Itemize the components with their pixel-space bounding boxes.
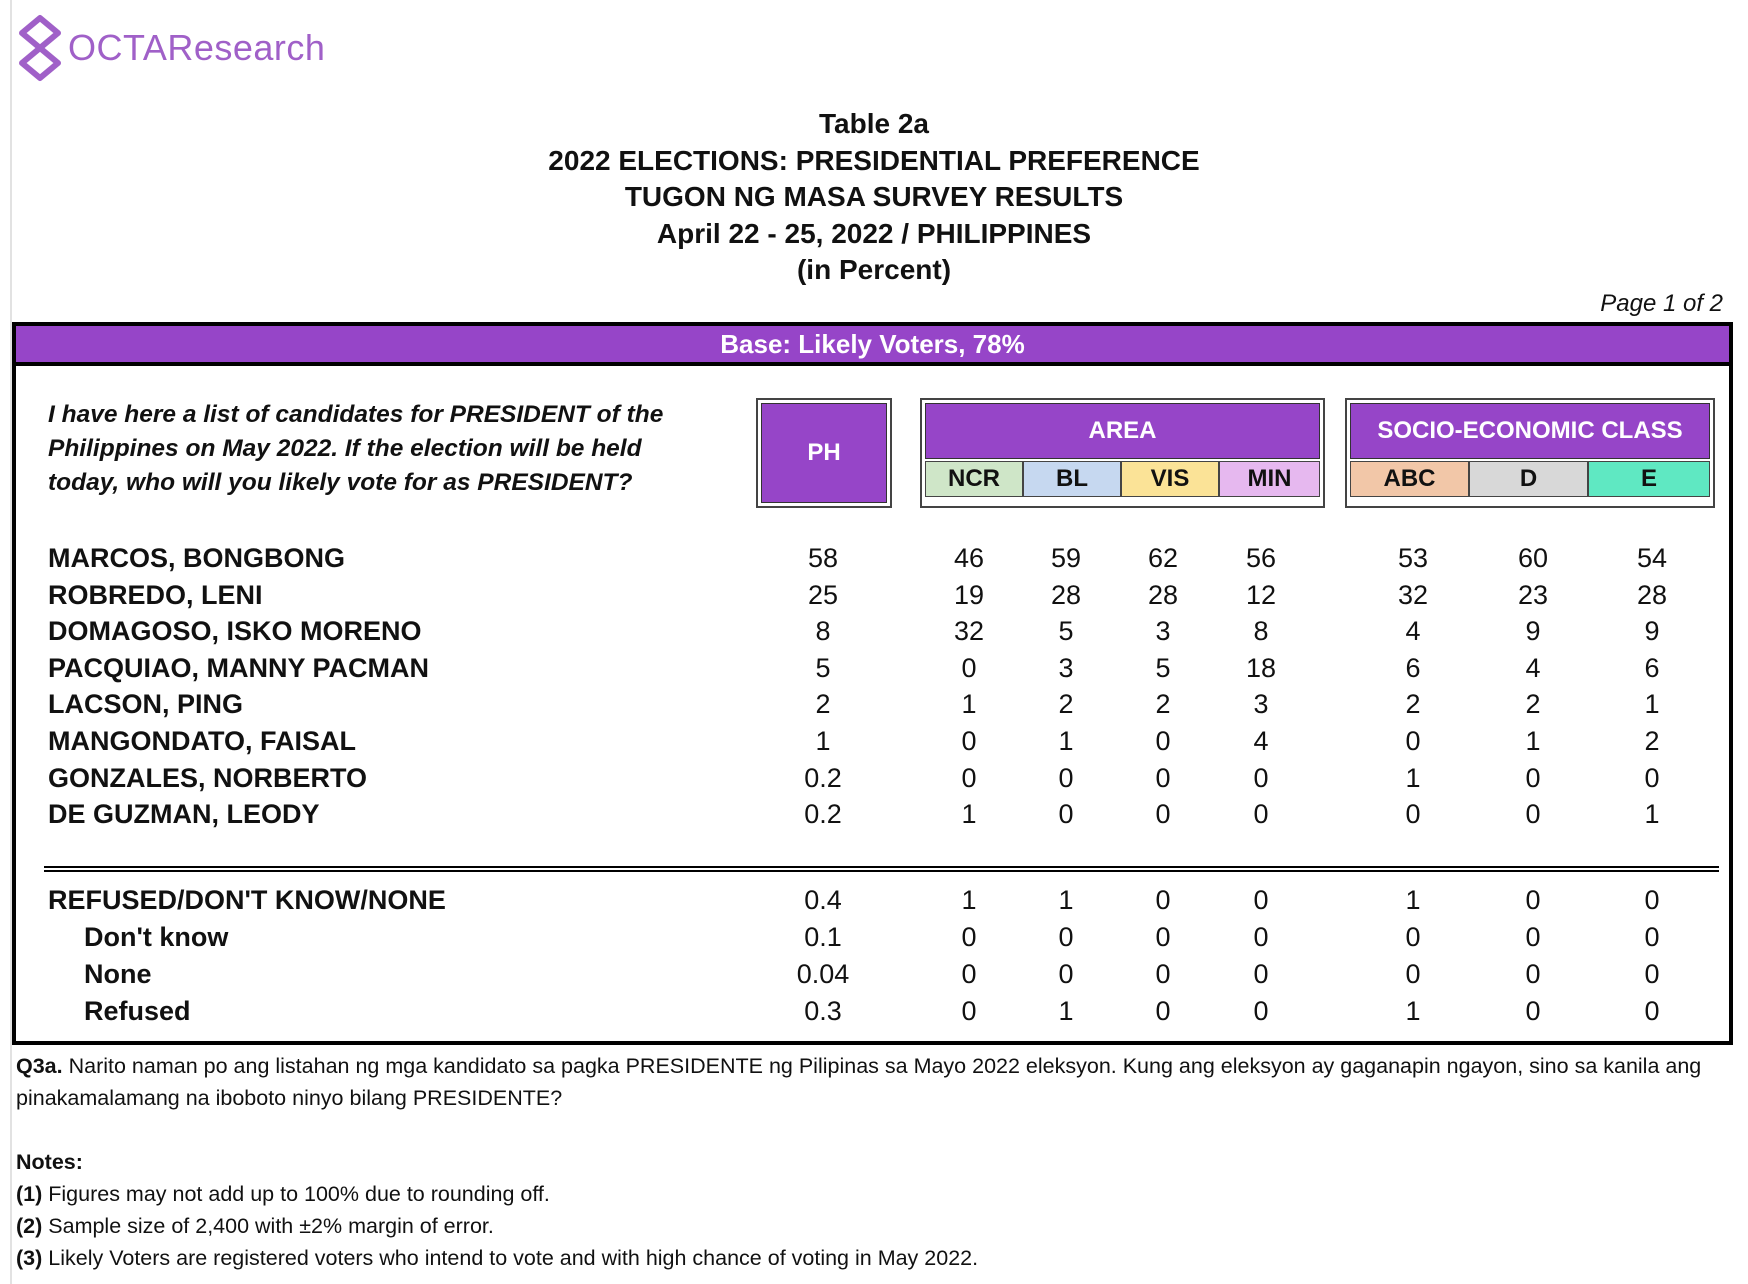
d-value: 0 xyxy=(1525,762,1541,793)
row-label: Don't know xyxy=(84,922,229,952)
row-label: Refused xyxy=(84,996,191,1026)
question-tagalog: Narito naman po ang listahan ng mga kandidato sa pagka PRESIDENTE ng Pilipinas sa Mayo 2022 eleksyon. Kung ang eleksyon ay gaganapin ngayon, sino sa kanila ang pinakamalamang na iboboto ninyo bilang PRESIDENTE? xyxy=(16,1054,1702,1110)
octa-logo-icon xyxy=(16,13,64,83)
e-value: 0 xyxy=(1644,762,1660,793)
e-value: 0 xyxy=(1644,996,1660,1026)
d-value: 0 xyxy=(1525,959,1541,989)
d-value: 60 xyxy=(1517,543,1549,573)
vis-value: 0 xyxy=(1155,799,1171,830)
abc-value: 53 xyxy=(1397,543,1429,573)
ph-value: 1 xyxy=(815,726,831,756)
row-label: DE GUZMAN, LEODY xyxy=(48,799,320,830)
e-value: 0 xyxy=(1644,885,1660,915)
min-value: 56 xyxy=(1245,543,1277,573)
vis-value: 62 xyxy=(1147,543,1179,573)
d-value: 2 xyxy=(1525,689,1541,720)
table-row xyxy=(16,650,1737,686)
bl-value: 5 xyxy=(1058,616,1074,647)
vis-value: 0 xyxy=(1155,996,1171,1026)
d-header: D xyxy=(1469,461,1588,497)
table-row xyxy=(16,613,1737,649)
table-row xyxy=(16,796,1737,832)
bl-value: 1 xyxy=(1058,726,1074,756)
d-value: 23 xyxy=(1517,579,1549,610)
page-indicator: Page 1 of 2 xyxy=(1600,290,1723,317)
abc-header: ABC xyxy=(1350,461,1469,497)
bl-value: 1 xyxy=(1058,885,1074,915)
min-value: 12 xyxy=(1245,579,1277,610)
bl-value: 28 xyxy=(1050,579,1082,610)
abc-value: 1 xyxy=(1405,996,1421,1026)
bl-value: 0 xyxy=(1058,762,1074,793)
row-label: MANGONDATO, FAISAL xyxy=(48,726,356,756)
table-number: Table 2a xyxy=(819,108,929,139)
min-header: MIN xyxy=(1219,461,1320,497)
min-value: 3 xyxy=(1253,689,1269,720)
ph-header-label: PH xyxy=(761,403,887,503)
ncr-value: 0 xyxy=(961,922,977,952)
ncr-value: 0 xyxy=(961,652,977,683)
bl-value: 2 xyxy=(1058,689,1074,720)
ph-value: 0.2 xyxy=(804,799,842,830)
e-value: 1 xyxy=(1644,689,1660,720)
min-value: 0 xyxy=(1253,996,1269,1026)
d-value: 0 xyxy=(1525,996,1541,1026)
ncr-header: NCR xyxy=(925,461,1023,497)
table-row xyxy=(16,919,1737,955)
ph-value: 58 xyxy=(807,543,839,573)
abc-value: 0 xyxy=(1405,922,1421,952)
min-value: 0 xyxy=(1253,799,1269,830)
min-value: 0 xyxy=(1253,959,1269,989)
vis-header: VIS xyxy=(1121,461,1219,497)
ph-value: 0.04 xyxy=(796,959,850,989)
row-label: DOMAGOSO, ISKO MORENO xyxy=(48,616,422,647)
ncr-value: 0 xyxy=(961,996,977,1026)
row-label: GONZALES, NORBERTO xyxy=(48,762,368,793)
row-label: LACSON, PING xyxy=(48,689,244,720)
vis-value: 2 xyxy=(1155,689,1171,720)
ncr-value: 19 xyxy=(953,579,985,610)
ph-header xyxy=(756,398,892,508)
abc-value: 0 xyxy=(1405,959,1421,989)
vis-value: 0 xyxy=(1155,922,1171,952)
row-label: None xyxy=(84,959,152,989)
table-title: 2022 ELECTIONS: PRESIDENTIAL PREFERENCE xyxy=(548,144,1200,176)
abc-value: 4 xyxy=(1405,616,1421,647)
area-header xyxy=(920,398,1325,508)
e-value: 1 xyxy=(1644,799,1660,830)
ncr-value: 46 xyxy=(953,543,985,573)
e-value: 2 xyxy=(1644,726,1660,756)
min-value: 0 xyxy=(1253,762,1269,793)
survey-dates: April 22 - 25, 2022 / PHILIPPINES xyxy=(656,217,1092,249)
ncr-value: 32 xyxy=(953,616,985,647)
bl-value: 0 xyxy=(1058,922,1074,952)
e-value: 6 xyxy=(1644,652,1660,683)
ph-value: 5 xyxy=(815,652,831,683)
e-value: 54 xyxy=(1636,543,1668,573)
ph-value: 25 xyxy=(807,579,839,610)
d-value: 0 xyxy=(1525,922,1541,952)
row-label: REFUSED/DON'T KNOW/NONE xyxy=(48,885,446,915)
abc-value: 0 xyxy=(1405,799,1421,830)
octa-logo xyxy=(16,10,325,86)
e-value: 9 xyxy=(1644,616,1660,647)
notes-title: Notes: xyxy=(16,1150,83,1174)
e-header: E xyxy=(1588,461,1710,497)
ncr-value: 1 xyxy=(961,799,977,830)
min-value: 4 xyxy=(1253,726,1269,756)
d-value: 4 xyxy=(1525,652,1541,683)
table-row xyxy=(16,882,1737,918)
table-row xyxy=(16,540,1737,576)
row-label: PACQUIAO, MANNY PACMAN xyxy=(48,652,430,683)
ncr-value: 1 xyxy=(961,885,977,915)
table-row xyxy=(16,686,1737,722)
abc-value: 1 xyxy=(1405,762,1421,793)
unit-label: (in Percent) xyxy=(796,254,952,285)
note-1: (1) Figures may not add up to 100% due to rounding off. xyxy=(16,1182,550,1206)
ph-value: 0.2 xyxy=(804,762,842,793)
d-value: 1 xyxy=(1525,726,1541,756)
table-divider xyxy=(44,866,1719,872)
min-value: 8 xyxy=(1253,616,1269,647)
e-value: 28 xyxy=(1636,579,1668,610)
d-value: 0 xyxy=(1525,885,1541,915)
footnotes xyxy=(16,1050,1726,1274)
note-3: (3) Likely Voters are registered voters who intend to vote and with high chance of voting in May 2022. xyxy=(16,1246,979,1270)
bl-value: 1 xyxy=(1058,996,1074,1026)
row-label: ROBREDO, LENI xyxy=(48,579,263,610)
ph-value: 0.4 xyxy=(804,885,842,915)
question-footnote xyxy=(16,1050,1726,1114)
ncr-value: 0 xyxy=(961,726,977,756)
question-code: Q3a. xyxy=(16,1054,63,1078)
d-value: 0 xyxy=(1525,799,1541,830)
table-row xyxy=(16,956,1737,992)
table-title-block xyxy=(0,106,1748,289)
abc-value: 2 xyxy=(1405,689,1421,720)
logo-text: OCTAResearch xyxy=(68,27,326,68)
min-value: 0 xyxy=(1253,885,1269,915)
bl-value: 3 xyxy=(1058,652,1074,683)
ph-value: 0.3 xyxy=(804,996,842,1026)
abc-value: 1 xyxy=(1405,885,1421,915)
abc-value: 32 xyxy=(1397,579,1429,610)
vis-value: 28 xyxy=(1147,579,1179,610)
d-value: 9 xyxy=(1525,616,1541,647)
row-label: MARCOS, BONGBONG xyxy=(48,543,345,573)
bl-header: BL xyxy=(1023,461,1121,497)
ncr-value: 0 xyxy=(961,762,977,793)
base-bar: Base: Likely Voters, 78% xyxy=(16,326,1729,366)
vis-value: 0 xyxy=(1155,726,1171,756)
min-value: 18 xyxy=(1245,652,1277,683)
table-row xyxy=(16,577,1737,613)
vis-value: 0 xyxy=(1155,762,1171,793)
table-row xyxy=(16,993,1737,1029)
ncr-value: 0 xyxy=(961,959,977,989)
sec-header xyxy=(1345,398,1715,508)
abc-value: 6 xyxy=(1405,652,1421,683)
ph-value: 2 xyxy=(815,689,831,720)
question-text: I have here a list of candidates for PRESIDENT of the Philippines on May 2022. If the election will be held today, who will you likely vote for as PRESIDENT? xyxy=(48,401,664,496)
results-table xyxy=(12,322,1733,1045)
min-value: 0 xyxy=(1253,922,1269,952)
table-row xyxy=(16,723,1737,759)
abc-value: 0 xyxy=(1405,726,1421,756)
note-2: (2) Sample size of 2,400 with ±2% margin of error. xyxy=(16,1214,494,1238)
ph-value: 8 xyxy=(815,616,831,647)
vis-value: 5 xyxy=(1155,652,1171,683)
ph-value: 0.1 xyxy=(804,922,842,952)
e-value: 0 xyxy=(1644,959,1660,989)
vis-value: 0 xyxy=(1155,959,1171,989)
area-header-label: AREA xyxy=(925,403,1320,459)
bl-value: 59 xyxy=(1050,543,1082,573)
survey-name: TUGON NG MASA SURVEY RESULTS xyxy=(624,181,1124,212)
bl-value: 0 xyxy=(1058,799,1074,830)
vis-value: 3 xyxy=(1155,616,1171,647)
ncr-value: 1 xyxy=(961,689,977,720)
table-row xyxy=(16,760,1737,796)
vis-value: 0 xyxy=(1155,885,1171,915)
bl-value: 0 xyxy=(1058,959,1074,989)
e-value: 0 xyxy=(1644,922,1660,952)
sec-header-label: SOCIO-ECONOMIC CLASS xyxy=(1350,403,1710,459)
